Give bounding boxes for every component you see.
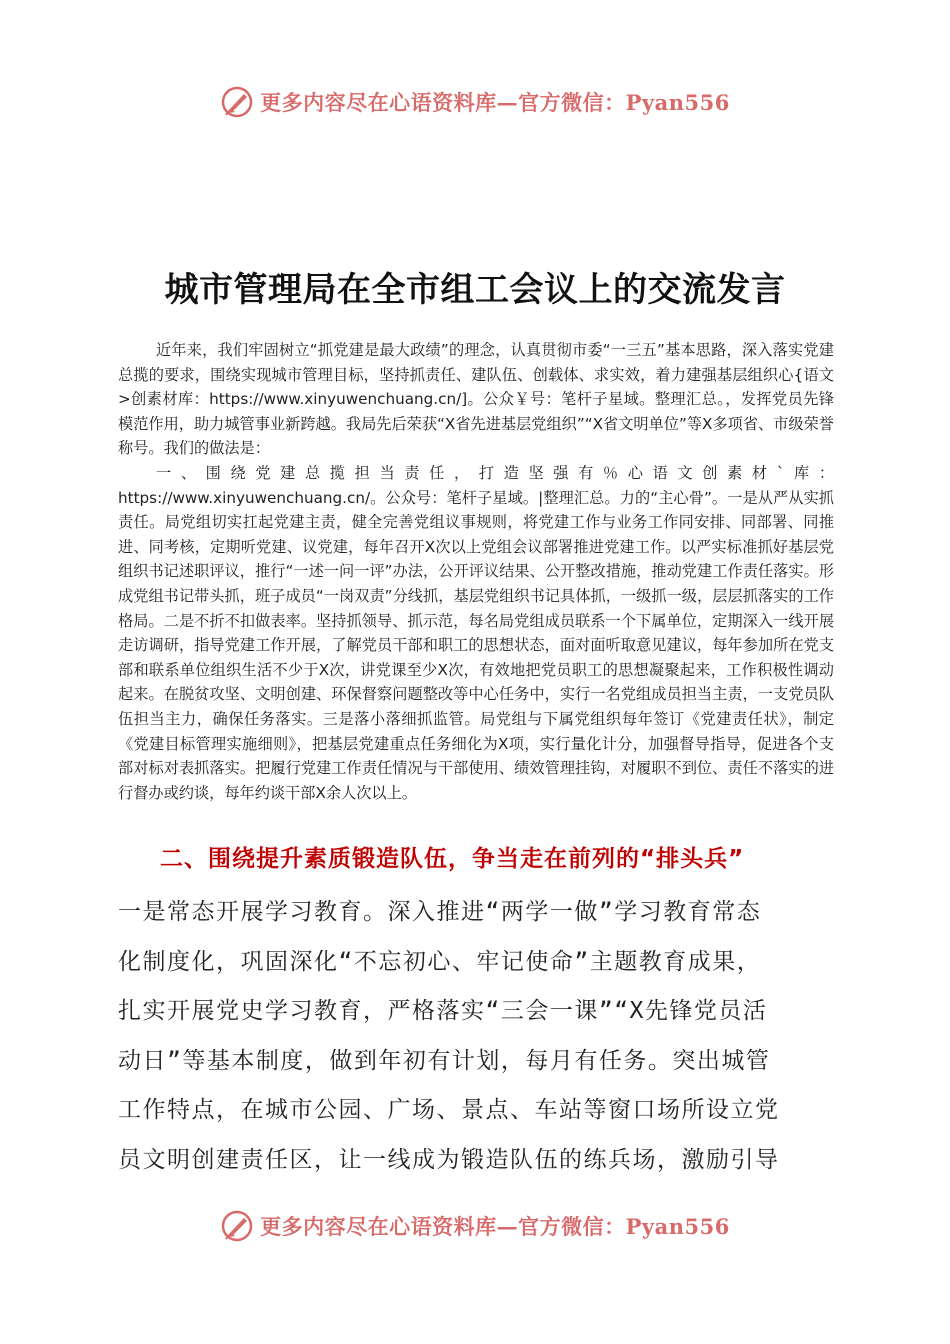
section2-line: 动日”等基本制度，做到年初有计划，每月有任务。突出城管 <box>118 1047 771 1074</box>
document-title: 城市管理局在全市组工会议上的交流发言 <box>164 270 786 310</box>
intro-paragraph: 近年来，我们牢固树立“抓党建是最大政绩”的理念，认真贯彻市委“一三五”基本思路，深入落实党建总揽的要求，围绕实现城市管理目标，坚持抓责任、建队伍、创载体、求实效，着力建强基层组织心{语文>创素材库：https://www.xinyuwenchuang.cn/]。公众￥号：笔杆子星域。整理汇总。，发挥党员先锋模范作用，助力城管事业新跨越。我局先后荣获“X省先进基层党组织”“X省文明单位”等X多项省、市级荣誉称号。我们的做法是： <box>118 341 834 458</box>
section2-line: 员文明创建责任区，让一线成为锻造队伍的练兵场，激励引导 <box>118 1146 780 1173</box>
watermark-footer <box>0 1206 950 1246</box>
section2-line: 一是常态开展学习教育。深入推进“两学一做”学习教育常态 <box>118 899 762 925</box>
section2-body <box>118 888 834 1185</box>
body-text <box>118 338 834 805</box>
pen-circle-icon <box>220 85 254 119</box>
pen-circle-icon <box>220 1209 254 1243</box>
watermark-text: 更多内容尽在心语资料库—官方微信：Pyan556 <box>260 90 730 115</box>
section1-paragraph: 一、围绕党建总揽担当责任，打造坚强有％心语文创素材`库：https://www.xinyuwenchuang.cn/。公众号：笔杆子星域。|整理汇总。力的“主心骨”。一是从严从实抓责任。局党组切实扛起党建主责，健全完善党组议事规则，将党建工作与业务工作同安排、同部署、同推进、同考核，定期听党建、议党建，每年召开X次以上党组会议部署推进党建工作。以严实标准抓好基层党组织书记述职评议，推行“一述一问一评”办法，公开评议结果、公开整改措施，推动党建工作责任落实。形成党组书记带头抓，班子成员“一岗双责”分线抓，基层党组织书记具体抓，一级抓一级，层层抓落实的工作格局。二是不折不扣做表率。坚持抓领导、抓示范，每名局党组成员联系一个下属单位，定期深入一线开展走访调研，指导党建工作开展，了解党员干部和职工的思想状态，面对面听取意见建议，每年参加所在党支部和联系单位组织生活不少于X次，讲党课至少X次，有效地把党员职工的思想凝聚起来，工作积极性调动起来。在脱贫攻坚、文明创建、环保督察问题整改等中心任务中，实行一名党组成员担当主责，一支党员队伍担当主力，确保任务落实。三是落小落细抓监管。局党组与下属党组织每年签订《党建责任状》，制定《党建目标管理实施细则》，把基层党建重点任务细化为X项，实行量化计分，加强督导指导，促进各个支部对标对表抓落实。把履行党建工作责任情况与干部使用、绩效管理挂钩，对履职不到位、责任不落实的进行督办或约谈，每年约谈干部X余人次以上。 <box>118 463 834 802</box>
section2-line: 扎实开展党史学习教育，严格落实“三会一课”“X先锋党员活 <box>118 998 768 1024</box>
section2-line: 化制度化，巩固深化“不忘初心、牢记使命”主题教育成果， <box>118 948 762 975</box>
watermark-text: 更多内容尽在心语资料库—官方微信：Pyan556 <box>260 1214 730 1239</box>
section2-line: 工作特点，在城市公园、广场、景点、车站等窗口场所设立党 <box>118 1097 780 1123</box>
section2-heading: 二、围绕提升素质锻造队伍，争当走在前列的“排头兵” <box>160 846 745 872</box>
watermark-header <box>0 82 950 122</box>
